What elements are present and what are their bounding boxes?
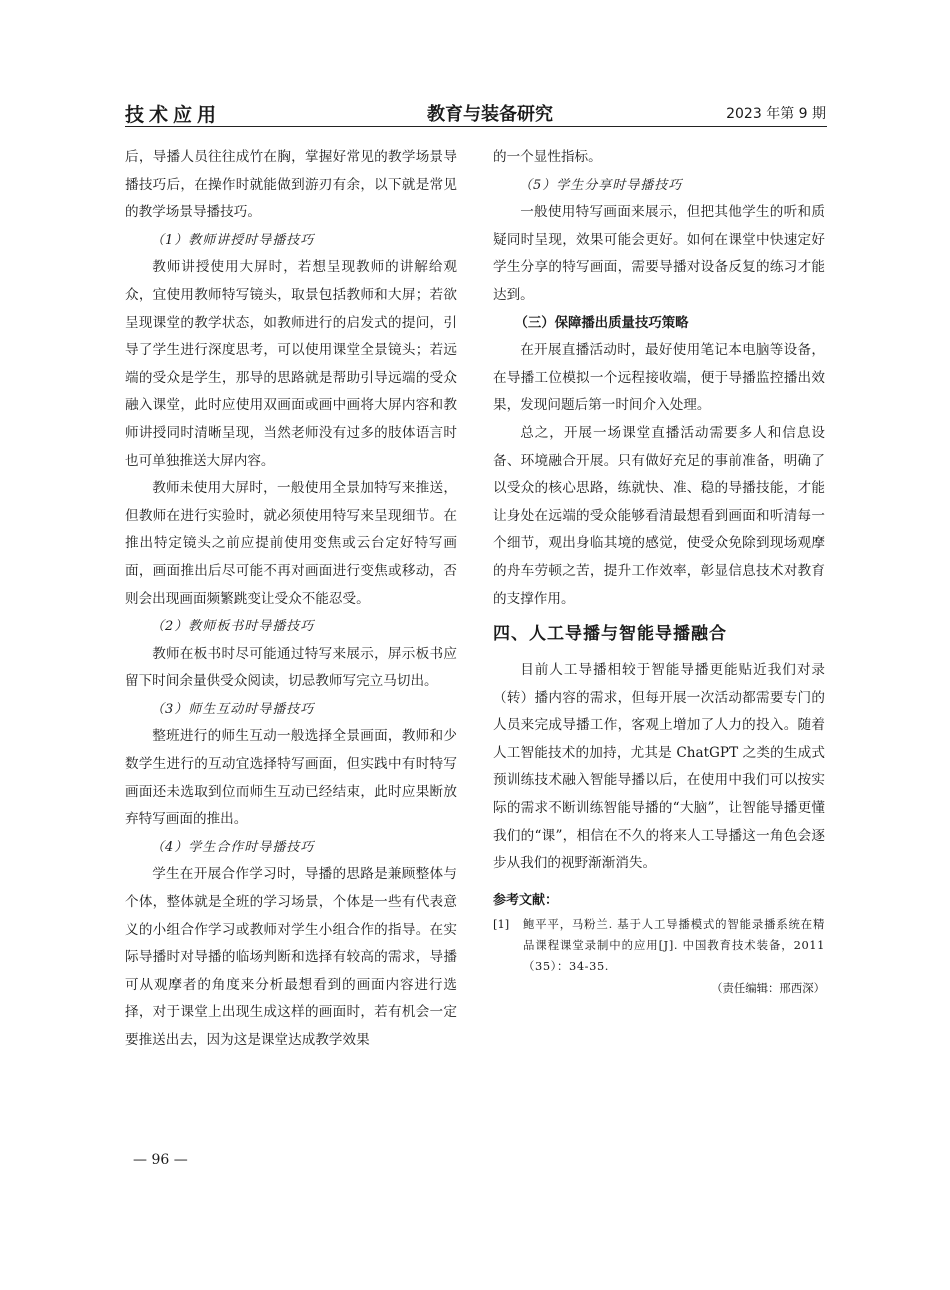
paragraph: 学生在开展合作学习时，导播的思路是兼顾整体与个体，整体就是全班的学习场景，个体是一些有代表意义的小组合作学习或教师对学生小组合作的指导。在实际导播时对导播的临场判断和选择有较高的需求，导播可从观摩者的角度来分析最想看到的画面内容进行选择，对于课堂上出现生成这样的画面时，若有机会一定要推送出去，因为这是课堂达成教学效果: [125, 866, 457, 1048]
section-heading: 四、人工导播与智能导播融合: [493, 624, 727, 645]
reference-text: 鲍平平，马粉兰. 基于人工导播模式的智能录播系统在精品课程课堂录制中的应用[J]. 中国教育技术装备，2011（35）：34-35.: [523, 916, 825, 973]
subheading: （2）教师板书时导播技巧: [151, 619, 315, 635]
right-column: [493, 144, 825, 999]
paragraph: 一般使用特写画面来展示，但把其他学生的听和质疑同时呈现，效果可能会更好。如何在课堂中快速定好学生分享的特写画面，需要导播对设备反复的练习才能达到。: [493, 204, 825, 303]
paragraph: 总之，开展一场课堂直播活动需要多人和信息设备、环境融合开展。只有做好充足的事前准备，明确了以受众的核心思路，练就快、准、稳的导播技能，才能让身处在远端的受众能够看清最想看到画面和听清每一个细节，观出身临其境的感觉，使受众免除到现场观摩的舟车劳顿之苦，提升工作效率，彰显信息技术对教育的支撑作用。: [493, 424, 825, 607]
subheading: （5）学生分享时导播技巧: [519, 177, 683, 193]
references-title: 参考文献：: [493, 892, 559, 908]
running-head-issue: 2023 年第 9 期: [726, 106, 826, 122]
page-number: — 96 —: [133, 1152, 188, 1168]
header-rule: [125, 126, 827, 127]
paragraph: 整班进行的师生互动一般选择全景画面，教师和少数学生进行的互动宜选择特写画面，但实践中有时特写画面还未选取到位而师生互动已经结束，此时应果断放弃特写画面的推出。: [125, 728, 457, 828]
subheading: （1）教师讲授时导播技巧: [151, 232, 315, 248]
subheading: （3）师生互动时导播技巧: [151, 701, 315, 717]
paragraph: 的一个显性指标。: [493, 149, 602, 165]
running-head-journal: 教育与装备研究: [427, 104, 553, 125]
responsible-editor: （责任编辑：邢西深）: [711, 980, 825, 995]
paragraph: 教师未使用大屏时，一般使用全景加特写来推送，但教师在进行实验时，就必须使用特写来呈现细节。在推出特定镜头之前应提前使用变焦或云台定好特写画面，画面推出后尽可能不再对画面进行变焦或移动，否则会出现画面频繁跳变让受众不能忍受。: [125, 480, 457, 607]
reference-number: [1]: [493, 916, 510, 931]
section-subheading: （三）保障播出质量技巧策略: [514, 315, 689, 331]
paragraph: 教师在板书时尽可能通过特写来展示，屏示板书应留下时间余量供受众阅读，切忌教师写完立马切出。: [125, 645, 457, 690]
subheading: （4）学生合作时导播技巧: [151, 839, 315, 855]
reference-item: [493, 914, 825, 977]
paragraph: 教师讲授使用大屏时，若想呈现教师的讲解给观众，宜使用教师特写镜头，取景包括教师和大屏；若欲呈现课堂的教学状态，如教师进行的启发式的提问，引导了学生进行深度思考，可以使用课堂全景镜头；若远端的受众是学生，那导的思路就是帮助引导远端的受众融入课堂，此时应使用双画面或画中画将大屏内容和教师讲授同时清晰呈现，当然老师没有过多的肢体语言时也可单独推送大屏内容。: [125, 259, 457, 469]
left-column: [125, 144, 457, 1055]
paragraph: 在开展直播活动时，最好使用笔记本电脑等设备，在导播工位模拟一个远程接收端，便于导播监控播出效果，发现问题后第一时间介入处理。: [493, 342, 825, 414]
running-head-section: 技术应用: [125, 104, 222, 126]
paragraph: 后，导播人员往往成竹在胸，掌握好常见的教学场景导播技巧后，在操作时就能做到游刃有余，以下就是常见的教学场景导播技巧。: [125, 149, 457, 221]
paragraph: 目前人工导播相较于智能导播更能贴近我们对录（转）播内容的需求，但每开展一次活动都需要专门的人员来完成导播工作，客观上增加了人力的投入。随着人工智能技术的加持，尤其是 ChatGPT 之类的生成式预训练技术融入智能导播以后，在使用中我们可以按实际的需求不断训练智能导播的“大脑”，让智能导播更懂我们的“课”，相信在不久的将来人工导播这一角色会逐步从我们的视野渐渐消失。: [493, 662, 825, 872]
